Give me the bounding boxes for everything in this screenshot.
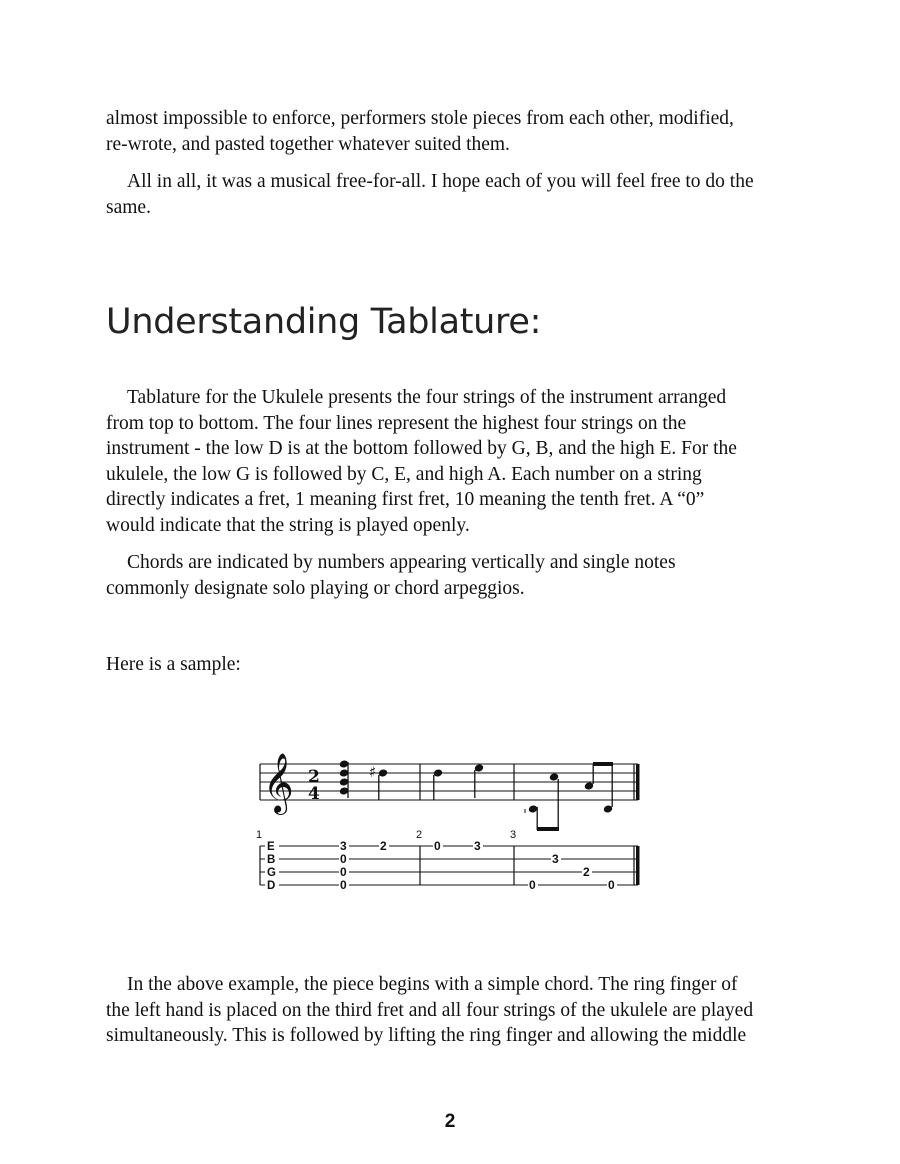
- tab-final-bar: [636, 846, 640, 885]
- text-line: the left hand is placed on the third fret and all four strings of the ukulele are played: [106, 999, 754, 1021]
- string-labels: [265, 840, 279, 892]
- string-name: B: [267, 854, 276, 866]
- section-heading: Understanding Tablature:: [106, 302, 542, 342]
- tablature-paragraph-2: [106, 550, 796, 601]
- string-name: E: [267, 841, 275, 853]
- tab-number: 2: [380, 839, 387, 853]
- beam: [593, 762, 613, 766]
- text-line: almost impossible to enforce, performers stole pieces from each other, modified,: [106, 108, 734, 129]
- note-chord-1: [339, 759, 349, 798]
- tab-number: 3: [340, 839, 347, 853]
- text-line: commonly designate solo playing or chord arpeggios.: [106, 577, 525, 599]
- text-line: Tablature for the Ukulele presents the four strings of the instrument arranged: [127, 387, 727, 408]
- tab-barlines: [260, 846, 634, 885]
- time-signature-top: 2: [308, 767, 320, 787]
- staff-final-bar: [636, 764, 640, 800]
- tablature-paragraph-1: [106, 385, 796, 538]
- tab-number: 2: [583, 865, 590, 879]
- text-line: instrument - the low D is at the bottom followed by G, B, and the high E. For the: [106, 438, 737, 459]
- text-line: would indicate that the string is played openly.: [106, 514, 470, 536]
- notation-svg: [252, 748, 647, 898]
- treble-clef-icon: 𝄞: [263, 753, 294, 813]
- tab-number: 3: [474, 839, 481, 853]
- tab-number: 0: [434, 839, 441, 853]
- tab-lines: [260, 846, 638, 885]
- text-line: from top to bottom. The four lines represent the highest four strings on the: [106, 412, 687, 434]
- string-name: D: [267, 880, 276, 892]
- time-signature-bottom: 4: [308, 784, 320, 804]
- closing-paragraph: [106, 972, 796, 1049]
- sharp-icon: ♯: [369, 763, 377, 781]
- tab-number: 0: [340, 852, 347, 866]
- measure-number-2: 2: [416, 829, 423, 841]
- text-line: re-wrote, and pasted together whatever suited them.: [106, 133, 510, 155]
- tab-number: 3: [552, 852, 559, 866]
- text-line: Chords are indicated by numbers appearing vertically and single notes: [127, 552, 676, 573]
- tab-number: 0: [340, 878, 347, 892]
- measure-number-3: 3: [510, 829, 517, 841]
- text-line: Here is a sample:: [106, 654, 241, 675]
- text-line: directly indicates a fret, 1 meaning first fret, 10 meaning the tenth fret. A “0”: [106, 489, 705, 510]
- string-name: G: [267, 867, 276, 879]
- tab-number: 0: [608, 878, 615, 892]
- tab-number: 0: [340, 865, 347, 879]
- text-line: simultaneously. This is followed by lifting the ring finger and allowing the middle: [106, 1025, 747, 1046]
- sample-label: [106, 652, 796, 678]
- text-line: All in all, it was a musical free-for-all. I hope each of you will feel free to do the: [127, 171, 754, 192]
- text-line: ukulele, the low G is followed by C, E, and high A. Each number on a string: [106, 463, 702, 485]
- beam: [537, 827, 559, 831]
- intro-paragraph-2: [106, 169, 796, 220]
- music-notation-figure: [252, 748, 647, 898]
- text-line: same.: [106, 196, 151, 218]
- tab-number: 0: [529, 878, 536, 892]
- text-line: In the above example, the piece begins with a simple chord. The ring finger of: [127, 974, 738, 995]
- page-number: 2: [444, 1111, 456, 1132]
- measure-number-1: 1: [256, 829, 263, 841]
- intro-paragraph-1: [106, 106, 796, 157]
